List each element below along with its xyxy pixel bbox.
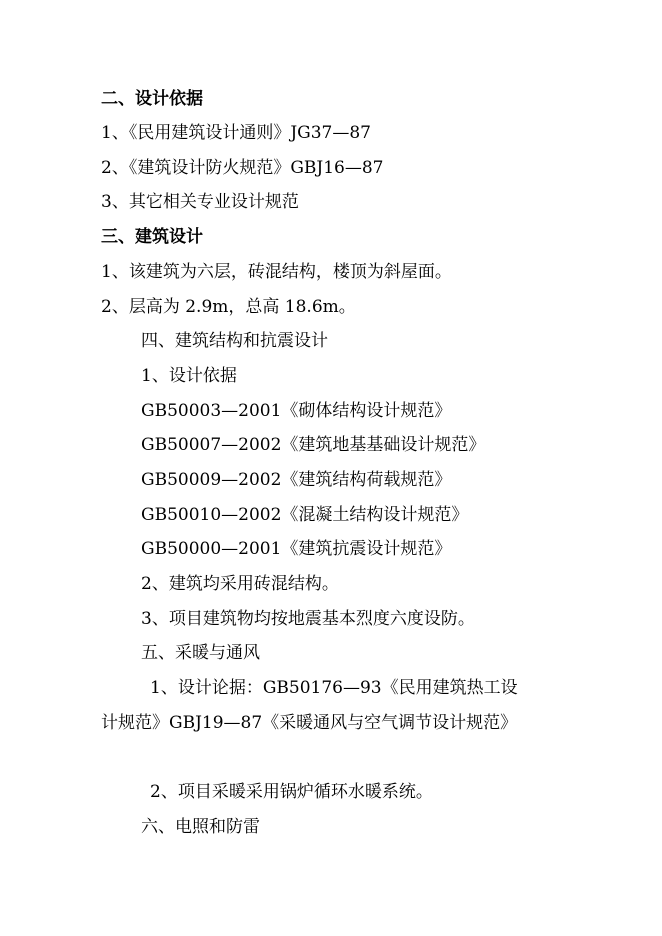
- list-item: 2、层高为 2.9m，总高 18.6m。: [101, 297, 356, 317]
- standard-reference: GB50009—2002《建筑结构荷载规范》: [141, 470, 452, 490]
- standard-reference: GB50003—2001《砌体结构设计规范》: [141, 401, 452, 421]
- list-item: 2、项目采暖采用锅炉循环水暖系统。: [150, 782, 433, 802]
- list-item: 2、建筑均采用砖混结构。: [141, 574, 339, 594]
- list-item-continuation: 计规范》GBJ19—87《采暖通风与空气调节设计规范》: [101, 713, 518, 733]
- standard-reference: GB50010—2002《混凝土结构设计规范》: [141, 505, 469, 525]
- list-item: 1、设计依据: [141, 366, 237, 386]
- standard-reference: GB50000—2001《建筑抗震设计规范》: [141, 539, 452, 559]
- standard-reference: GB50007—2002《建筑地基基础设计规范》: [141, 435, 486, 455]
- section-heading-architectural-design: 三、建筑设计: [101, 227, 203, 247]
- list-item: 1、设计论据：GB50176—93《民用建筑热工设: [150, 678, 518, 698]
- section-heading-design-basis: 二、设计依据: [101, 89, 203, 109]
- list-item: 2、《建筑设计防火规范》GBJ16—87: [101, 158, 384, 178]
- section-heading-lighting-lightning-protection: 六、电照和防雷: [141, 817, 260, 837]
- list-item: 1、该建筑为六层，砖混结构，楼顶为斜屋面。: [101, 262, 452, 282]
- list-item: 1、《民用建筑设计通则》JG37—87: [101, 123, 371, 143]
- list-item: 3、项目建筑物均按地震基本烈度六度设防。: [141, 609, 475, 629]
- section-heading-structure-seismic: 四、建筑结构和抗震设计: [141, 331, 328, 351]
- list-item: 3、其它相关专业设计规范: [101, 192, 299, 212]
- section-heading-heating-ventilation: 五、采暖与通风: [141, 643, 260, 663]
